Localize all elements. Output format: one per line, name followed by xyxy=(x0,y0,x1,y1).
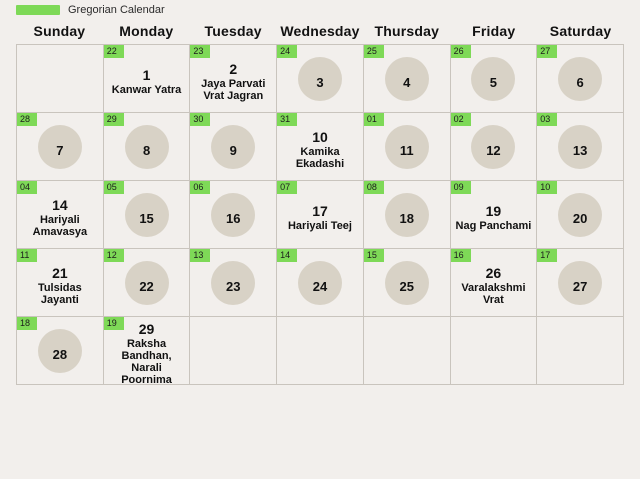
weekday-monday: Monday xyxy=(119,23,174,39)
calendar-cell-empty xyxy=(190,317,277,385)
gregorian-date-badge: 08 xyxy=(364,181,384,194)
weekday-thursday: Thursday xyxy=(374,23,440,39)
gregorian-date-badge: 13 xyxy=(190,249,210,262)
weekday-wednesday: Wednesday xyxy=(280,23,360,39)
cell-content xyxy=(104,317,190,384)
cell-content xyxy=(277,45,363,112)
gregorian-date-badge: 12 xyxy=(104,249,124,262)
calendar-cell[interactable] xyxy=(190,113,277,181)
day-number: 14 xyxy=(52,197,68,213)
day-number: 20 xyxy=(572,210,588,226)
day-number: 17 xyxy=(312,203,328,219)
event-label: Jaya Parvati Vrat Jagran xyxy=(201,78,266,102)
calendar-cell[interactable] xyxy=(451,45,538,113)
calendar-cell[interactable] xyxy=(364,45,451,113)
gregorian-date-badge: 17 xyxy=(537,249,557,262)
event-label: Hariyali Teej xyxy=(287,220,352,232)
gregorian-date-badge: 30 xyxy=(190,113,210,126)
day-number: 5 xyxy=(489,74,498,90)
day-number: 10 xyxy=(312,129,328,145)
cell-content xyxy=(364,45,450,112)
calendar-cell[interactable] xyxy=(364,113,451,181)
cell-content xyxy=(364,113,450,180)
calendar-cell[interactable] xyxy=(104,45,191,113)
calendar-cell[interactable] xyxy=(537,45,624,113)
cell-content xyxy=(190,113,276,180)
gregorian-date-badge: 31 xyxy=(277,113,297,126)
event-label: Raksha Bandhan, Narali Poornima xyxy=(121,338,172,385)
gregorian-date-badge: 10 xyxy=(537,181,557,194)
calendar-cell[interactable] xyxy=(277,113,364,181)
gregorian-date-badge: 29 xyxy=(104,113,124,126)
weekday-sunday: Sunday xyxy=(33,23,86,39)
calendar-cell[interactable] xyxy=(537,113,624,181)
day-number: 21 xyxy=(52,265,68,281)
day-number: 7 xyxy=(56,142,64,158)
calendar-cell[interactable] xyxy=(277,45,364,113)
cell-content xyxy=(17,249,103,316)
gregorian-date-badge: 06 xyxy=(190,181,210,194)
event-label: Kanwar Yatra xyxy=(111,84,182,96)
day-number: 25 xyxy=(399,278,414,294)
gregorian-date-badge: 14 xyxy=(277,249,297,262)
gregorian-date-badge: 25 xyxy=(364,45,384,58)
cell-content xyxy=(364,249,450,316)
day-number: 24 xyxy=(312,278,328,294)
weekday-saturday: Saturday xyxy=(549,23,612,39)
day-number: 29 xyxy=(138,321,155,337)
weekday-tuesday: Tuesday xyxy=(204,23,262,39)
calendar-cell[interactable] xyxy=(277,249,364,317)
gregorian-date-badge: 19 xyxy=(104,317,124,330)
calendar-cell[interactable] xyxy=(17,113,104,181)
calendar-cell[interactable] xyxy=(190,181,277,249)
day-number: 27 xyxy=(572,278,588,294)
gregorian-legend-swatch xyxy=(16,5,60,15)
cell-content xyxy=(190,45,276,112)
calendar-cell[interactable] xyxy=(104,317,191,385)
gregorian-date-badge: 01 xyxy=(364,113,384,126)
cell-content xyxy=(451,249,537,316)
calendar-cell[interactable] xyxy=(17,249,104,317)
gregorian-date-badge: 24 xyxy=(277,45,297,58)
cell-content xyxy=(104,249,190,316)
calendar-cell[interactable] xyxy=(190,249,277,317)
cell-content xyxy=(451,45,537,112)
day-number: 8 xyxy=(142,142,151,158)
event-label: Varalakshmi Vrat xyxy=(461,282,526,306)
day-number: 1 xyxy=(142,67,151,83)
day-number: 28 xyxy=(52,346,68,362)
event-label: Kamika Ekadashi xyxy=(295,146,345,170)
cell-content xyxy=(537,113,623,180)
cell-content xyxy=(451,113,537,180)
event-label: Tulsidas Jayanti xyxy=(37,282,82,306)
day-number: 18 xyxy=(399,210,414,226)
calendar-cell[interactable] xyxy=(451,113,538,181)
gregorian-date-badge: 11 xyxy=(17,249,37,262)
day-number: 3 xyxy=(316,74,324,90)
cell-content xyxy=(277,113,363,180)
cell-content xyxy=(104,45,190,112)
cell-content xyxy=(17,113,103,180)
calendar-cell[interactable] xyxy=(190,45,277,113)
cell-content xyxy=(17,181,103,248)
gregorian-date-badge: 22 xyxy=(104,45,124,58)
gregorian-date-badge: 28 xyxy=(17,113,37,126)
legend xyxy=(0,0,640,18)
day-number: 26 xyxy=(485,265,502,281)
day-number: 9 xyxy=(229,142,237,158)
gregorian-date-badge: 09 xyxy=(451,181,471,194)
cell-content xyxy=(104,181,190,248)
day-number: 4 xyxy=(403,74,411,90)
gregorian-date-badge: 27 xyxy=(537,45,557,58)
calendar-cell[interactable] xyxy=(104,113,191,181)
calendar-cell[interactable] xyxy=(537,181,624,249)
gregorian-date-badge: 23 xyxy=(190,45,210,58)
gregorian-date-badge: 03 xyxy=(537,113,557,126)
calendar-cell-empty xyxy=(537,317,624,385)
calendar-cell[interactable] xyxy=(104,181,191,249)
calendar-cell[interactable] xyxy=(17,181,104,249)
cell-content xyxy=(537,181,623,248)
gregorian-date-badge: 07 xyxy=(277,181,297,194)
gregorian-date-badge: 16 xyxy=(451,249,471,262)
calendar-cell-empty xyxy=(17,45,104,113)
gregorian-date-badge: 26 xyxy=(451,45,471,58)
cell-content xyxy=(277,181,363,248)
cell-content xyxy=(451,181,537,248)
event-label: Nag Panchami xyxy=(455,220,532,232)
gregorian-date-badge: 15 xyxy=(364,249,384,262)
gregorian-date-badge: 04 xyxy=(17,181,37,194)
cell-content xyxy=(17,317,103,384)
calendar-cell[interactable] xyxy=(451,249,538,317)
day-number: 22 xyxy=(139,278,154,294)
calendar-cell-empty xyxy=(364,317,451,385)
calendar-cell[interactable] xyxy=(451,181,538,249)
calendar-cell-empty xyxy=(451,317,538,385)
cell-content xyxy=(364,181,450,248)
calendar-cell[interactable] xyxy=(104,249,191,317)
calendar-cell[interactable] xyxy=(277,181,364,249)
cell-content xyxy=(190,181,276,248)
calendar-grid xyxy=(16,44,624,385)
day-number: 6 xyxy=(576,74,584,90)
event-label: Hariyali Amavasya xyxy=(32,214,88,238)
day-number: 15 xyxy=(139,210,154,226)
weekday-friday: Friday xyxy=(472,23,516,39)
day-number: 19 xyxy=(485,203,502,219)
gregorian-date-badge: 05 xyxy=(104,181,124,194)
cell-content xyxy=(537,249,623,316)
cell-content xyxy=(537,45,623,112)
day-number: 11 xyxy=(399,142,414,158)
weekday-header-row xyxy=(0,18,640,44)
calendar-cell[interactable] xyxy=(364,181,451,249)
day-number: 2 xyxy=(229,61,238,77)
cell-content xyxy=(277,249,363,316)
legend-label: Gregorian Calendar xyxy=(68,4,165,16)
calendar-cell[interactable] xyxy=(364,249,451,317)
gregorian-date-badge: 02 xyxy=(451,113,471,126)
gregorian-date-badge: 18 xyxy=(17,317,37,330)
day-number: 23 xyxy=(226,278,241,294)
day-number: 13 xyxy=(572,142,588,158)
cell-content xyxy=(190,249,276,316)
day-number: 12 xyxy=(486,142,501,158)
calendar-cell[interactable] xyxy=(537,249,624,317)
cell-content xyxy=(104,113,190,180)
day-number: 16 xyxy=(226,210,241,226)
calendar-cell-empty xyxy=(277,317,364,385)
calendar-cell[interactable] xyxy=(17,317,104,385)
